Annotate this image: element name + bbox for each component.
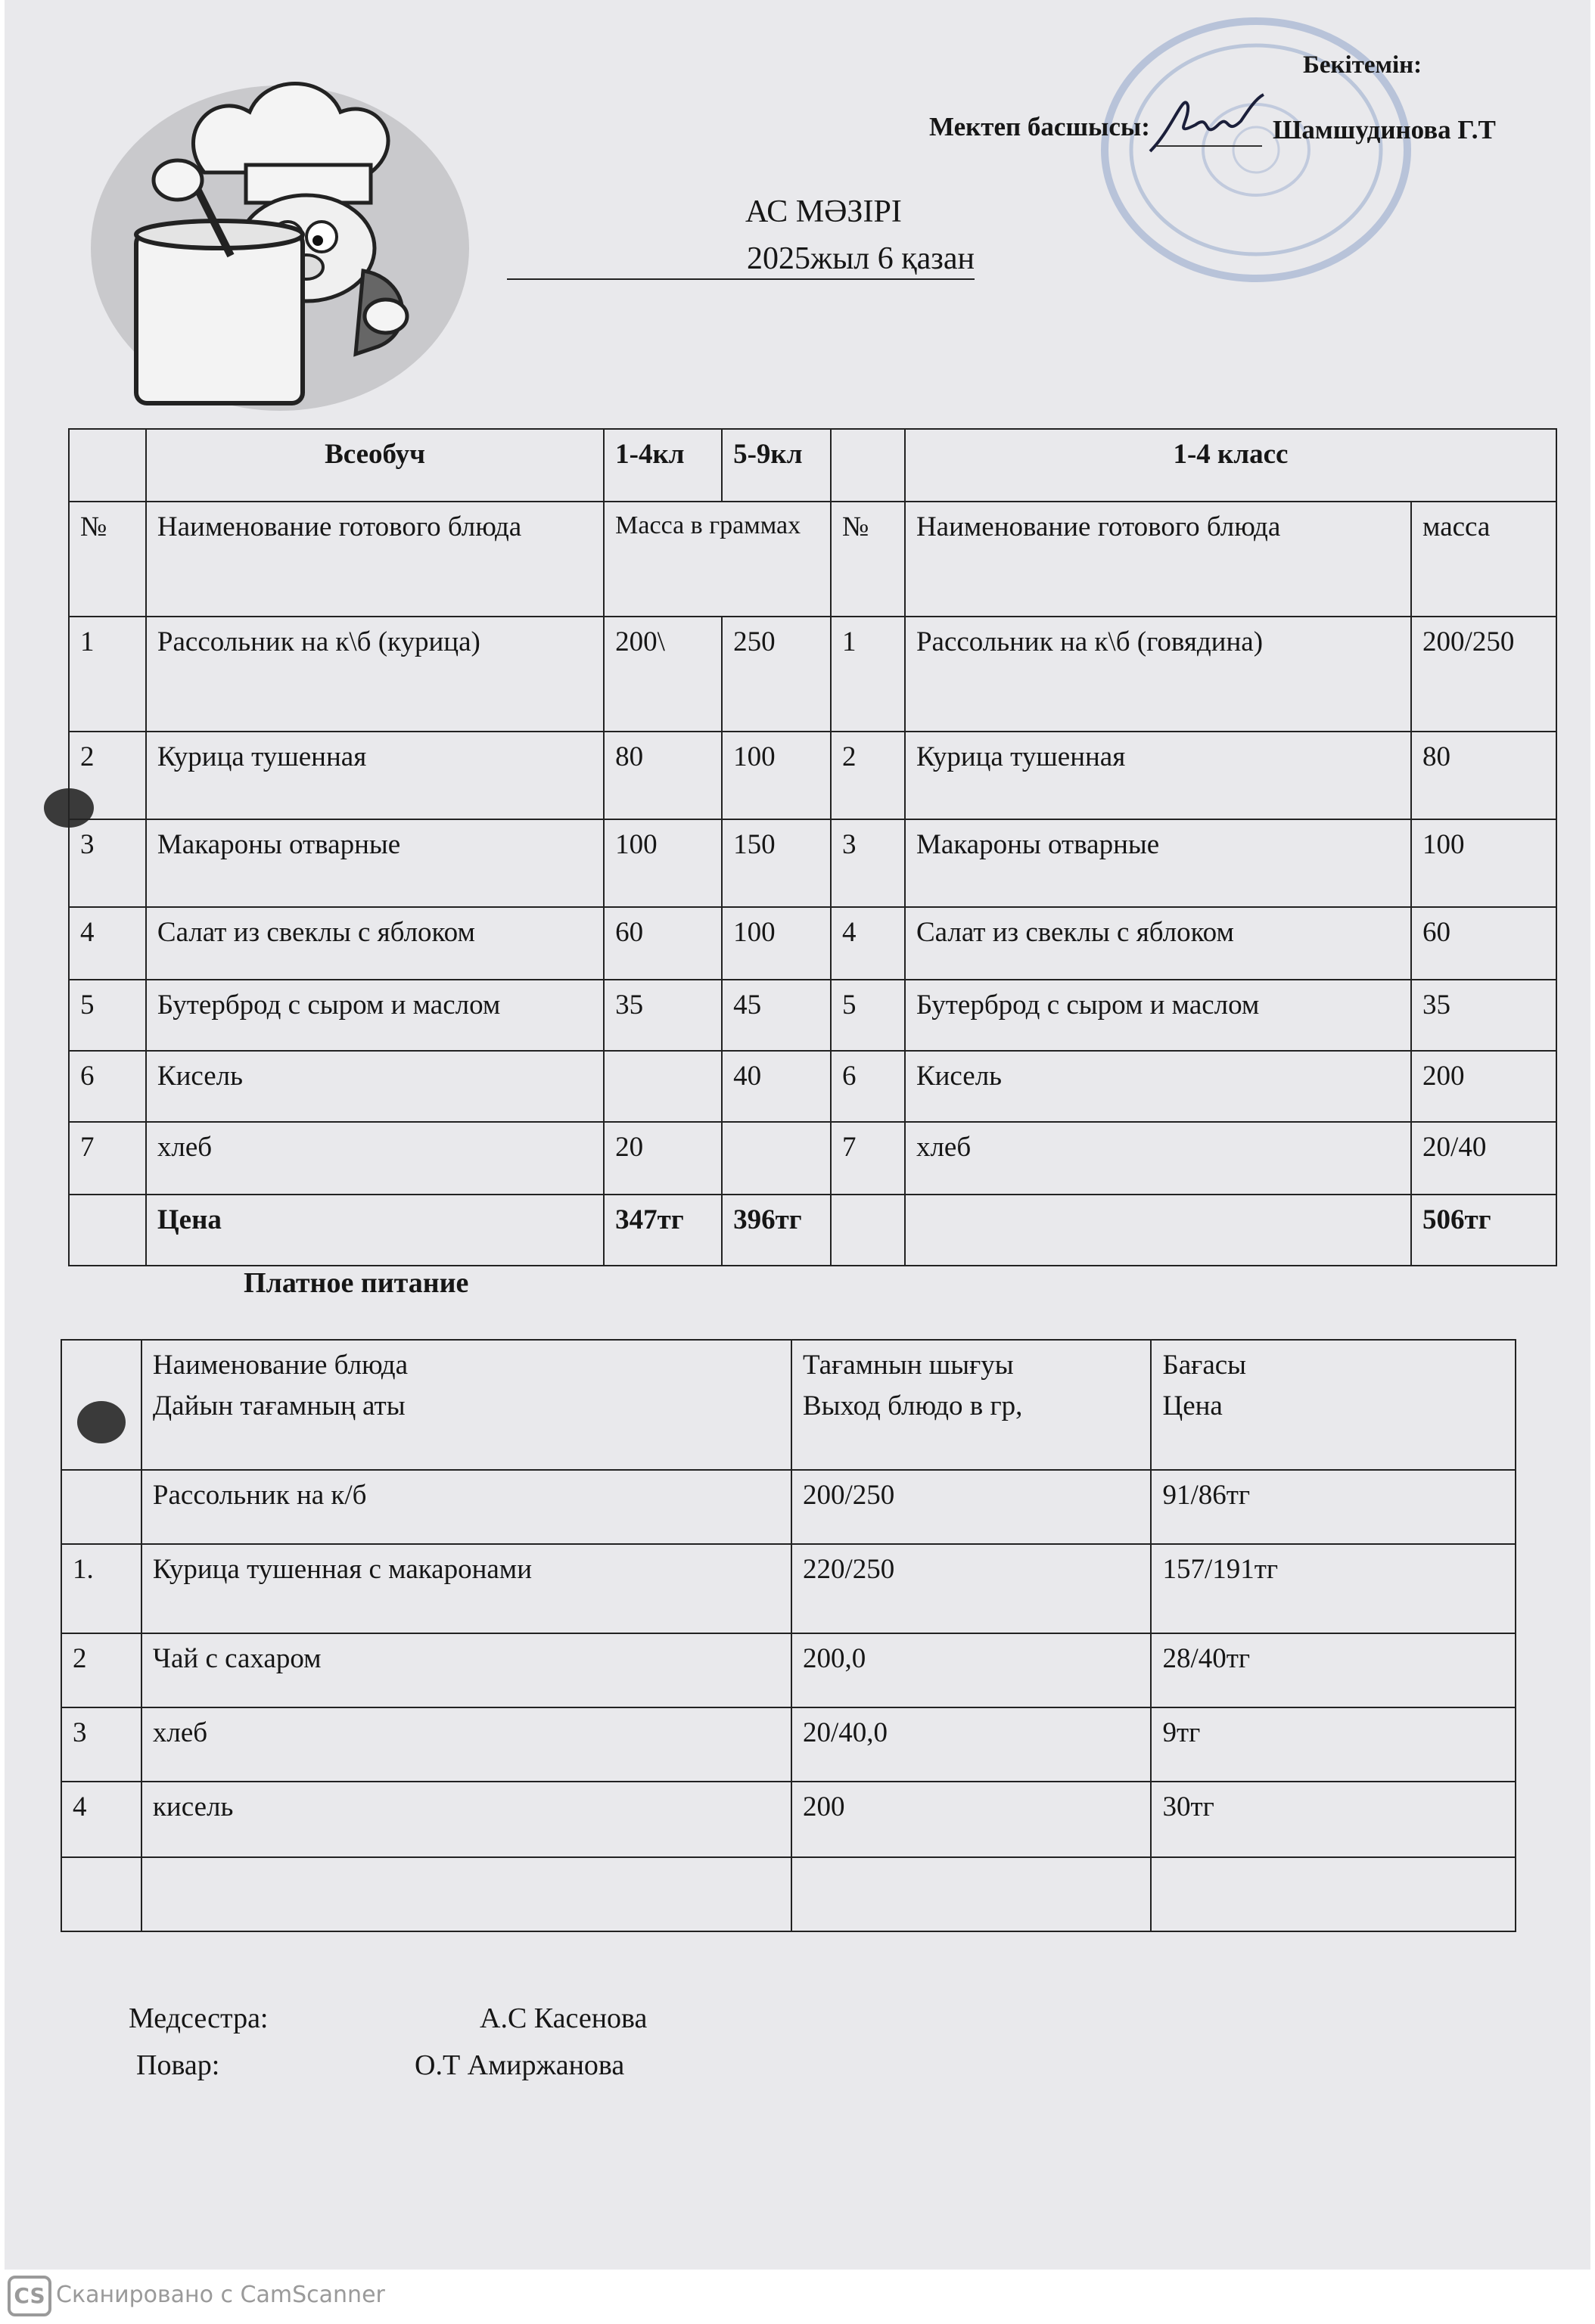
dish-name: хлеб [905,1122,1411,1195]
mass-1-4: 100 [604,819,722,907]
table-cell [831,1195,905,1266]
dish-name [141,1857,791,1931]
mass-1-4: 35 [604,980,722,1051]
row-number: 3 [61,1707,141,1782]
nurse-name: А.С Касенова [480,2002,648,2034]
grade-1-4-header: 1-4кл [604,429,722,502]
mass-value: 200 [1411,1051,1556,1122]
paid-meals-title: Платное питание [244,1267,469,1299]
mass-1-4: 80 [604,732,722,819]
mass-1-4 [604,1051,722,1122]
table-row [69,1122,1556,1195]
table-row [61,1707,1516,1782]
row-number: 3 [69,819,146,907]
table-row [69,1051,1556,1122]
price-value: 30тг [1151,1782,1516,1857]
row-number: 2 [831,732,905,819]
yield-value: 200,0 [791,1633,1152,1707]
row-number: 6 [69,1051,146,1122]
cook-label: Повар: [136,2049,220,2081]
row-number: 3 [831,819,905,907]
row-number: 7 [69,1122,146,1195]
mass-value: 200/250 [1411,617,1556,732]
mass-5-9: 150 [722,819,831,907]
class-1-4-header: 1-4 класс [905,429,1556,502]
dish-name: Рассольник на к\б (курица) [146,617,604,732]
dish-name: Курица тушенная с макаронами [141,1544,791,1633]
dish-header-ru: Наименование блюда [152,1350,409,1381]
table-row [61,1633,1516,1707]
price-value: 91/86тг [1151,1470,1516,1544]
mass-value: 20/40 [1411,1122,1556,1195]
num-header: № [831,502,905,617]
dish-name: Кисель [146,1051,604,1122]
director-signature [1143,83,1271,159]
yield-value: 200 [791,1782,1152,1857]
row-number: 4 [831,907,905,980]
menu-title: АС МӘЗІРІ [745,194,902,229]
yield-value [791,1857,1152,1931]
camscanner-logo-icon: CS [8,2276,51,2316]
row-number: 2 [61,1633,141,1707]
yield-value: 200/250 [791,1470,1152,1544]
mass-5-9 [722,1122,831,1195]
dish-name: Макароны отварные [146,819,604,907]
mass-header: масса [1411,502,1556,617]
yield-value: 20/40,0 [791,1707,1152,1782]
dish-name: Бутерброд с сыром и маслом [905,980,1411,1051]
nurse-label: Медсестра: [129,2002,269,2034]
dish-header: Наименование готового блюда [905,502,1411,617]
table-row [69,980,1556,1051]
free-meals-table [68,428,1557,1266]
table-row [69,617,1556,732]
price-row [69,1195,1556,1266]
table-row [69,907,1556,980]
dish-name: кисель [141,1782,791,1857]
mass-value: 35 [1411,980,1556,1051]
program-header: Всеобуч [146,429,604,502]
dish-header: Наименование готового блюда [146,502,604,617]
dish-name: Рассольник на к\б (говядина) [905,617,1411,732]
price-header-kz: Бағасы [1162,1350,1247,1381]
yield-header [791,1340,1152,1470]
price-header-ru: Цена [1162,1390,1223,1421]
dish-name: хлеб [141,1707,791,1782]
row-number: 6 [831,1051,905,1122]
price-value: 157/191тг [1151,1544,1516,1633]
dish-name: Кисель [905,1051,1411,1122]
mass-5-9: 40 [722,1051,831,1122]
dish-header-kz: Дайын тағамның аты [152,1390,406,1421]
row-number: 2 [69,732,146,819]
row-number [61,1857,141,1931]
mass-5-9: 100 [722,907,831,980]
price-value: 9тг [1151,1707,1516,1782]
dish-name: Салат из свеклы с яблоком [905,907,1411,980]
table-row [61,1857,1516,1931]
table-cell [61,1340,141,1470]
approve-label: Бекітемін: [1303,51,1422,79]
paid-meals-table [61,1339,1516,1932]
mass-1-4: 20 [604,1122,722,1195]
mass-5-9: 100 [722,732,831,819]
yield-header-kz: Тағамнын шығуы [802,1350,1014,1381]
signature-line [1156,145,1262,147]
price-5-9: 396тг [722,1195,831,1266]
scanner-watermark: Сканировано с CamScanner [56,2282,385,2308]
cook-name: О.Т Амиржанова [415,2049,625,2081]
table-row [61,1782,1516,1857]
dish-header [141,1340,791,1470]
row-number: 7 [831,1122,905,1195]
mass-value: 80 [1411,732,1556,819]
table-row [61,1544,1516,1633]
mass-5-9: 45 [722,980,831,1051]
row-number [61,1470,141,1544]
mass-value: 60 [1411,907,1556,980]
table-row [61,1470,1516,1544]
row-number: 1 [69,617,146,732]
dish-name: Салат из свеклы с яблоком [146,907,604,980]
yield-header-ru: Выход блюдо в гр, [802,1390,1023,1421]
table-row [69,732,1556,819]
table-cell [69,429,146,502]
dish-name: Чай с сахаром [141,1633,791,1707]
dish-name: хлеб [146,1122,604,1195]
row-number: 4 [69,907,146,980]
price-class-1-4: 506тг [1411,1195,1556,1266]
dish-name: Макароны отварные [905,819,1411,907]
dish-name: Бутерброд с сыром и маслом [146,980,604,1051]
mass-1-4: 200\ [604,617,722,732]
price-header [1151,1340,1516,1470]
dish-name: Курица тушенная [905,732,1411,819]
price-value: 28/40тг [1151,1633,1516,1707]
table-cell [69,1195,146,1266]
director-name: Шамшудинова Г.Т [1273,115,1496,144]
mass-5-9: 250 [722,617,831,732]
table-cell [831,429,905,502]
mass-header: Масса в граммах [604,502,831,617]
row-number: 5 [69,980,146,1051]
grade-5-9-header: 5-9кл [722,429,831,502]
director-label: Мектеп басшысы: [929,112,1150,141]
menu-date: 2025жыл 6 қазан [507,241,975,280]
price-label: Цена [146,1195,604,1266]
price-value [1151,1857,1516,1931]
row-number: 1. [61,1544,141,1633]
num-header: № [69,502,146,617]
table-row [69,819,1556,907]
dish-name: Курица тушенная [146,732,604,819]
yield-value: 220/250 [791,1544,1152,1633]
row-number: 1 [831,617,905,732]
dish-name: Рассольник на к/б [141,1470,791,1544]
price-1-4: 347тг [604,1195,722,1266]
chef-illustration [53,59,492,415]
mass-value: 100 [1411,819,1556,907]
row-number: 4 [61,1782,141,1857]
row-number: 5 [831,980,905,1051]
table-cell [905,1195,1411,1266]
mass-1-4: 60 [604,907,722,980]
